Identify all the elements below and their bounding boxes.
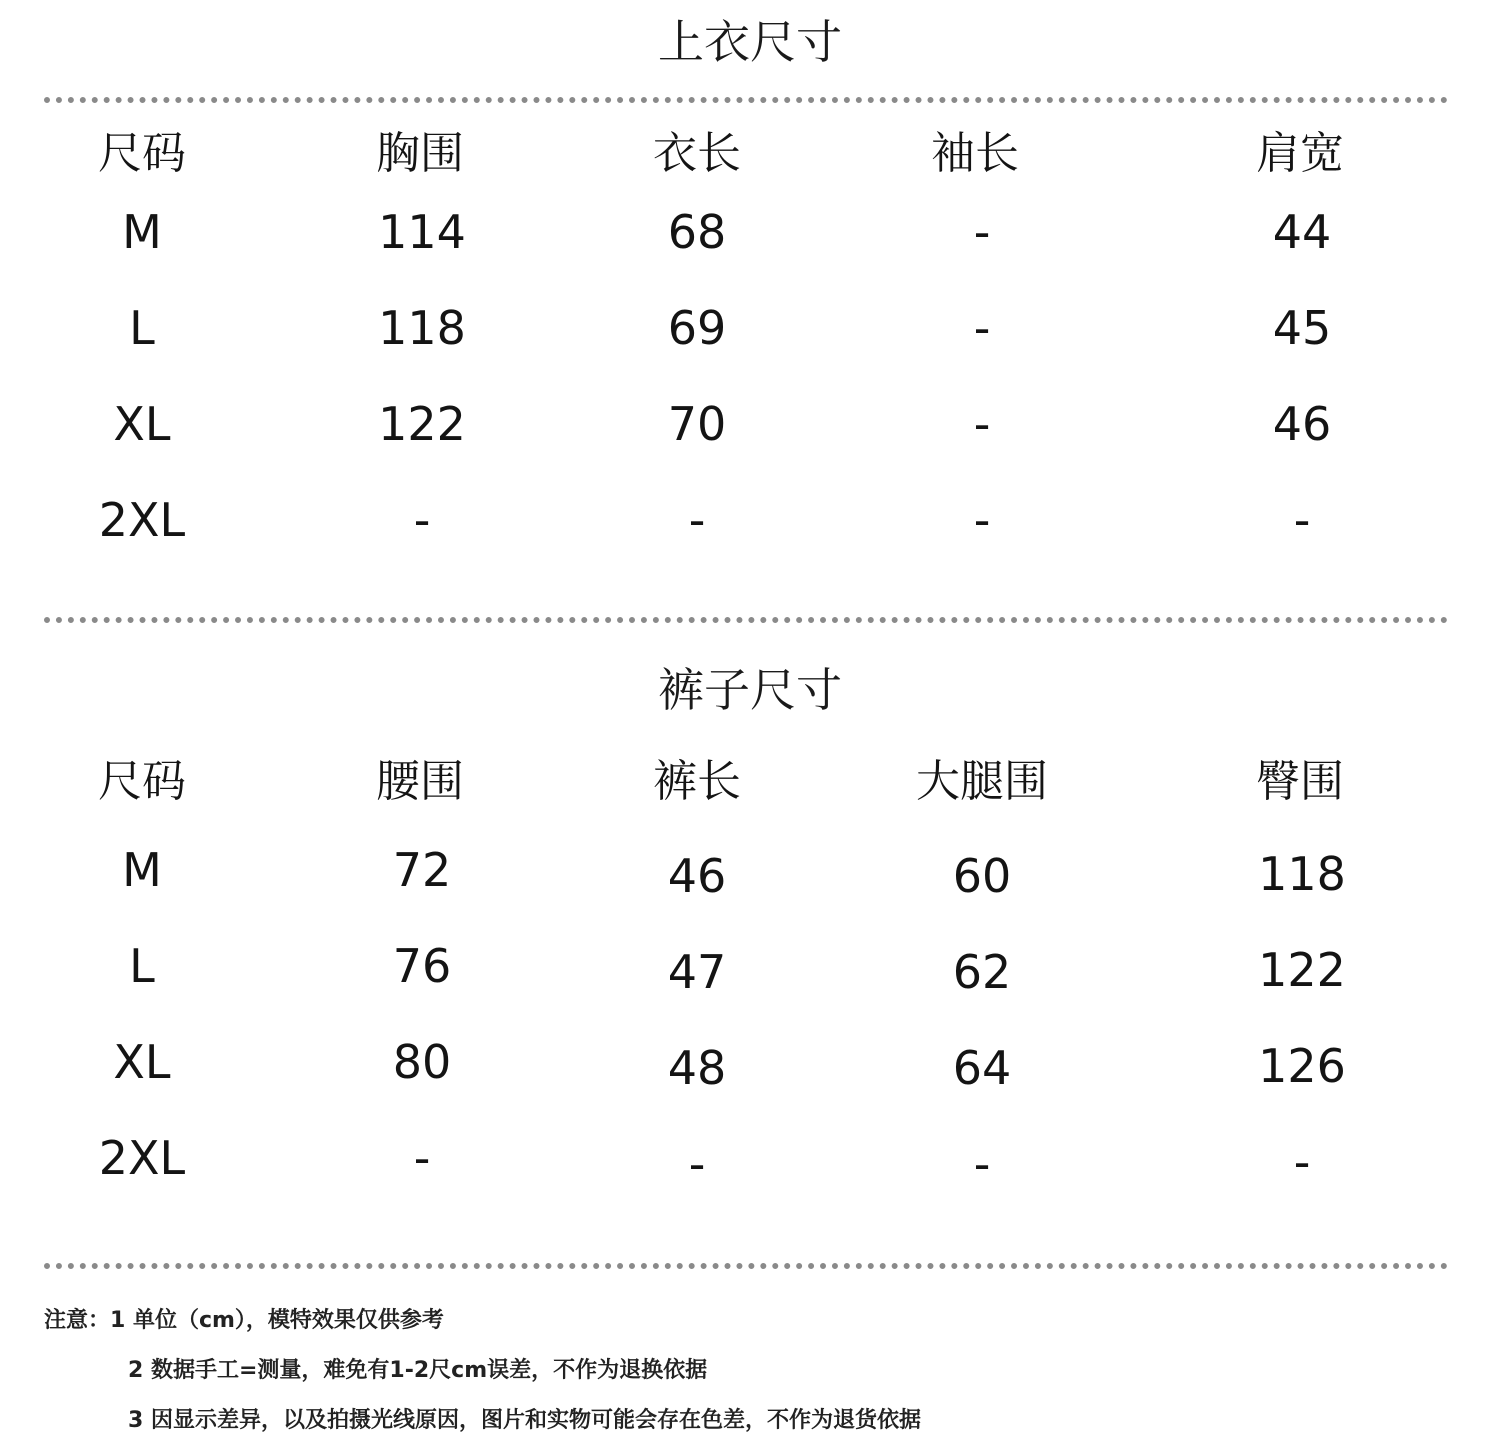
top-cell: -	[973, 493, 991, 547]
top-cell: 46	[1272, 397, 1332, 451]
top-cell: 68	[667, 205, 727, 259]
pants-title: 裤子尺寸	[658, 663, 842, 717]
top-cell: 2XL	[98, 493, 186, 547]
pants-cell: M	[122, 843, 162, 897]
pants-cell: -	[413, 1131, 431, 1185]
note-line-2: 2 数据手工=测量，难免有1-2尺cm误差，不作为退换依据	[128, 1358, 708, 1383]
pants-cell: 46	[667, 849, 727, 903]
pants-cell: 60	[952, 849, 1012, 903]
pants-cell: L	[129, 939, 155, 993]
top-cell: 70	[667, 397, 727, 451]
notes-block	[44, 1296, 921, 1446]
top-cell: -	[973, 397, 991, 451]
pants-header-size: 尺码	[98, 756, 186, 807]
pants-cell: -	[973, 1137, 991, 1191]
pants-cell: 122	[1258, 943, 1346, 997]
pants-cell: XL	[113, 1035, 171, 1089]
note-line-1: 注意：1 单位（cm），模特效果仅供参考	[44, 1308, 444, 1333]
divider-middle	[44, 617, 1448, 623]
pants-header-thigh: 大腿围	[916, 756, 1048, 807]
top-header-sleeve: 袖长	[931, 128, 1019, 179]
pants-cell: 72	[392, 843, 452, 897]
pants-header-length: 裤长	[653, 756, 741, 807]
pants-cell: 47	[667, 945, 727, 999]
top-cell: 45	[1272, 301, 1332, 355]
top-header-length: 衣长	[653, 128, 741, 179]
pants-cell: 64	[952, 1041, 1012, 1095]
top-cell: -	[1293, 493, 1311, 547]
top-cell: 122	[378, 397, 466, 451]
pants-cell: 118	[1258, 847, 1346, 901]
divider-bottom	[44, 1263, 1448, 1269]
top-cell: 118	[378, 301, 466, 355]
pants-header-hip: 臀围	[1256, 756, 1344, 807]
top-cell: -	[973, 301, 991, 355]
pants-cell: 80	[392, 1035, 452, 1089]
pants-cell: -	[688, 1137, 706, 1191]
top-cell: 69	[667, 301, 727, 355]
top-cell: L	[129, 301, 155, 355]
top-cell: -	[413, 493, 431, 547]
top-header-size: 尺码	[98, 128, 186, 179]
top-title: 上衣尺寸	[658, 15, 842, 69]
pants-cell: 2XL	[98, 1131, 186, 1185]
pants-cell: -	[1293, 1135, 1311, 1189]
note-line-3: 3 因显示差异，以及拍摄光线原因，图片和实物可能会存在色差，不作为退货依据	[128, 1408, 921, 1433]
divider-top	[44, 97, 1448, 103]
top-cell: XL	[113, 397, 171, 451]
pants-cell: 62	[952, 945, 1012, 999]
top-header-shoulder: 肩宽	[1256, 128, 1344, 179]
pants-cell: 48	[667, 1041, 727, 1095]
pants-cell: 76	[392, 939, 452, 993]
top-cell: M	[122, 205, 162, 259]
top-header-chest: 胸围	[376, 128, 464, 179]
pants-header-waist: 腰围	[376, 756, 464, 807]
top-cell: -	[973, 205, 991, 259]
top-cell: 114	[378, 205, 466, 259]
top-cell: 44	[1272, 205, 1332, 259]
pants-cell: 126	[1258, 1039, 1346, 1093]
top-cell: -	[688, 493, 706, 547]
